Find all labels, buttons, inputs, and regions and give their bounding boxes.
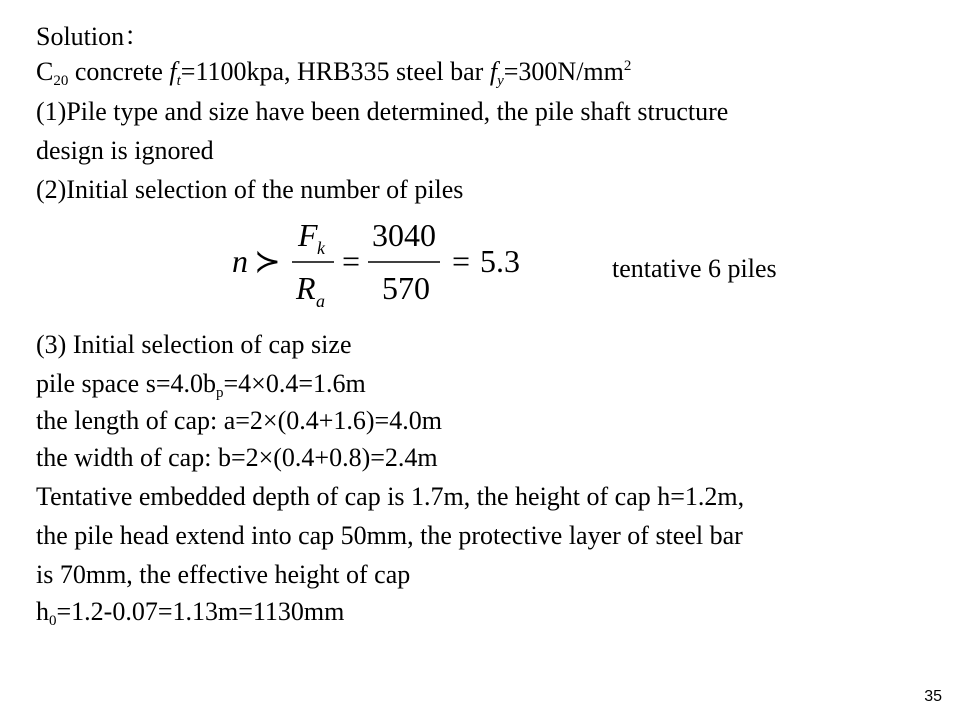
effective-height-line	[36, 597, 344, 627]
ft-value: =1100kpa, HRB335 steel bar	[180, 57, 490, 86]
formula-f-sub: k	[317, 238, 325, 258]
cap-para-line1: Tentative embedded depth of cap is 1.7m, the height of cap h=1.2m,	[36, 482, 745, 511]
pile-space-pre: pile space s=4.0b	[36, 369, 217, 398]
formula-eq2: =	[452, 243, 471, 279]
step1-line2: design is ignored	[36, 136, 214, 165]
cap-para-line2: the pile head extend into cap 50mm, the protective layer of steel bar	[36, 521, 743, 550]
formula-result: 5.3	[480, 243, 520, 279]
concrete-c: C	[36, 57, 54, 86]
cap-para-line3: is 70mm, the effective height of cap	[36, 560, 411, 589]
cap-length-line: the length of cap: a=2×(0.4+1.6)=4.0m	[36, 406, 442, 435]
formula-num-value: 3040	[372, 217, 436, 253]
formula-r-sub: a	[316, 291, 325, 311]
cap-width-line: the width of cap: b=2×(0.4+0.8)=2.4m	[36, 443, 438, 472]
fy-sub: y	[497, 73, 504, 89]
pile-space-line	[36, 369, 366, 399]
ft-sub: t	[176, 73, 181, 89]
h0-value: =1.2-0.07=1.13m=1130mm	[56, 597, 345, 626]
solution-heading: Solution：	[36, 22, 151, 51]
formula-den-value: 570	[382, 270, 430, 306]
concrete-c-sub: 20	[53, 73, 69, 89]
pile-count-formula	[228, 212, 548, 312]
concrete-text: concrete	[68, 57, 170, 86]
step2-title: (2)Initial selection of the number of piles	[36, 175, 464, 204]
formula-f: F	[298, 217, 318, 253]
formula-svg	[228, 212, 548, 312]
step1-line1: (1)Pile type and size have been determined, the pile shaft structure	[36, 97, 729, 126]
h0-symbol: h	[36, 597, 49, 626]
formula-relation: ≻	[254, 243, 281, 279]
fy-value: =300N/mm	[503, 57, 624, 86]
fy-unit-sup: 2	[623, 58, 632, 74]
fy-symbol: f	[489, 57, 498, 86]
formula-r: R	[296, 270, 316, 306]
pile-space-post: =4×0.4=1.6m	[223, 369, 366, 398]
ft-symbol: f	[169, 57, 177, 86]
formula-n: n	[232, 243, 248, 279]
tentative-note: tentative 6 piles	[612, 254, 777, 283]
step3-title: (3) Initial selection of cap size	[36, 330, 352, 359]
concrete-line	[36, 57, 631, 87]
h0-sub: 0	[49, 613, 57, 629]
formula-eq1: =	[342, 243, 361, 279]
page-number: 35	[924, 688, 942, 705]
pile-space-sub: p	[216, 385, 224, 401]
